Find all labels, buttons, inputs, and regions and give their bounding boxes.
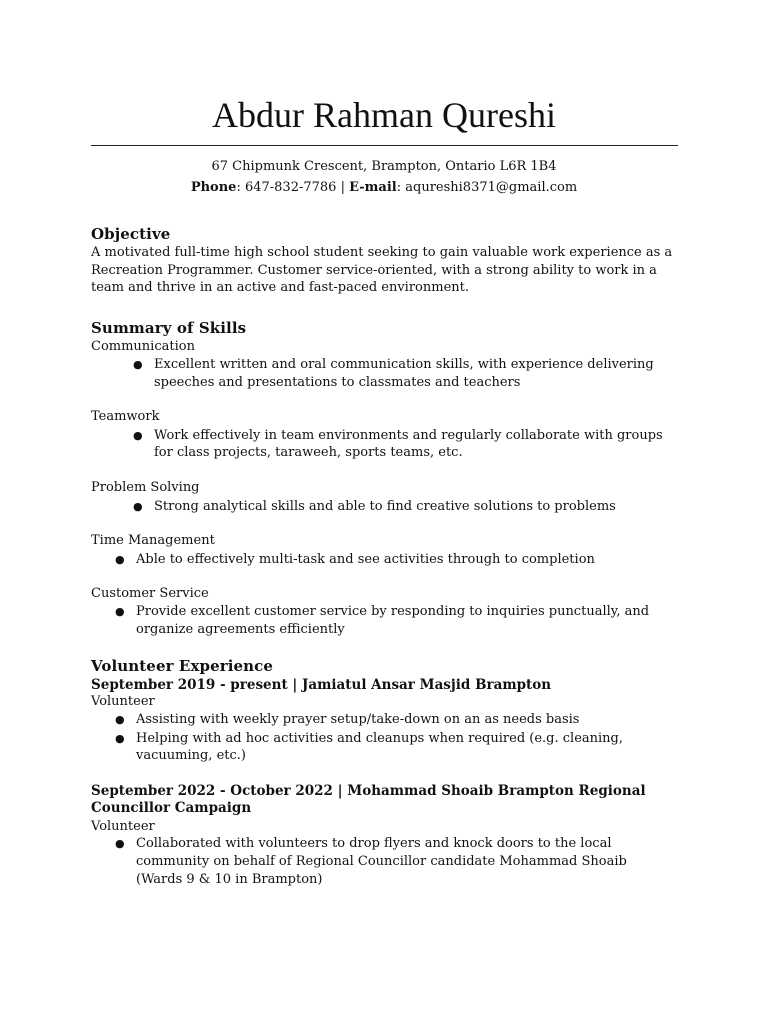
header-divider	[91, 145, 678, 146]
bullet-icon: ●	[115, 605, 125, 618]
volunteer-bullet: ● Collaborated with volunteers to drop flyers and knock doors to the local	[115, 836, 612, 851]
email-address: aqureshi8371@gmail.com	[405, 180, 578, 195]
skill-bullet: ● Work effectively in team environments and regularly collaborate with groups	[133, 428, 663, 443]
volunteer-heading: Volunteer Experience	[91, 657, 274, 675]
objective-line: A motivated full-time high school student seeking to gain valuable work experience as a	[91, 245, 673, 260]
skill-label-teamwork: Teamwork	[91, 409, 160, 424]
skill-bullet-continued: for class projects, taraweeh, sports teams, etc.	[154, 445, 463, 460]
skill-label-time-management: Time Management	[91, 533, 215, 548]
bullet-icon: ●	[115, 553, 125, 566]
volunteer-bullet: ● Assisting with weekly prayer setup/take-down on an as needs basis	[115, 712, 580, 727]
contact-separator: |	[340, 180, 345, 195]
bullet-icon: ●	[115, 732, 125, 745]
contact-line: Phone: 647-832-7786 | E-mail: aqureshi8371@gmail.com	[190, 180, 578, 195]
bullet-icon: ●	[133, 429, 143, 442]
volunteer-bullet-continued: community on behalf of Regional Councillor candidate Mohammad Shoaib	[136, 854, 627, 869]
skill-bullet-continued: organize agreements efficiently	[136, 622, 345, 637]
candidate-name: Abdur Rahman Qureshi	[212, 95, 556, 135]
objective-line: team and thrive in an active and fast-paced environment.	[91, 280, 470, 295]
phone-label: Phone	[190, 180, 237, 195]
objective-heading: Objective	[91, 225, 171, 243]
address: 67 Chipmunk Crescent, Brampton, Ontario L6R 1B4	[211, 159, 557, 174]
skill-bullet: ● Excellent written and oral communication skills, with experience delivering	[133, 357, 654, 372]
volunteer-role: Volunteer	[91, 819, 155, 834]
skill-bullet: ● Able to effectively multi-task and see activities through to completion	[115, 552, 595, 567]
skill-bullet: ● Strong analytical skills and able to find creative solutions to problems	[133, 499, 616, 514]
volunteer-bullet: ● Helping with ad hoc activities and cleanups when required (e.g. cleaning,	[115, 731, 623, 746]
skill-label-communication: Communication	[91, 339, 195, 354]
bullet-icon: ●	[133, 358, 143, 371]
bullet-icon: ●	[133, 500, 143, 513]
email-label: E-mail	[349, 180, 397, 195]
skill-bullet-continued: speeches and presentations to classmates and teachers	[154, 375, 521, 390]
volunteer-entry-title-continued: Councillor Campaign	[91, 800, 252, 816]
volunteer-bullet-continued: (Wards 9 & 10 in Brampton)	[136, 872, 323, 887]
objective-line: Recreation Programmer. Customer service-oriented, with a strong ability to work in a	[91, 263, 657, 278]
volunteer-entry-title: September 2022 - October 2022 | Mohammad Shoaib Brampton Regional	[91, 783, 646, 799]
volunteer-role: Volunteer	[91, 694, 155, 709]
volunteer-bullet-continued: vacuuming, etc.)	[136, 748, 246, 763]
volunteer-entry-title: September 2019 - present | Jamiatul Ansar Masjid Brampton	[91, 677, 552, 693]
skill-label-problem-solving: Problem Solving	[91, 480, 200, 495]
skill-label-customer-service: Customer Service	[91, 586, 209, 601]
phone-number: 647-832-7786	[244, 180, 337, 195]
bullet-icon: ●	[115, 713, 125, 726]
skill-bullet: ● Provide excellent customer service by responding to inquiries punctually, and	[115, 604, 650, 619]
bullet-icon: ●	[115, 837, 125, 850]
skills-heading: Summary of Skills	[91, 319, 247, 337]
